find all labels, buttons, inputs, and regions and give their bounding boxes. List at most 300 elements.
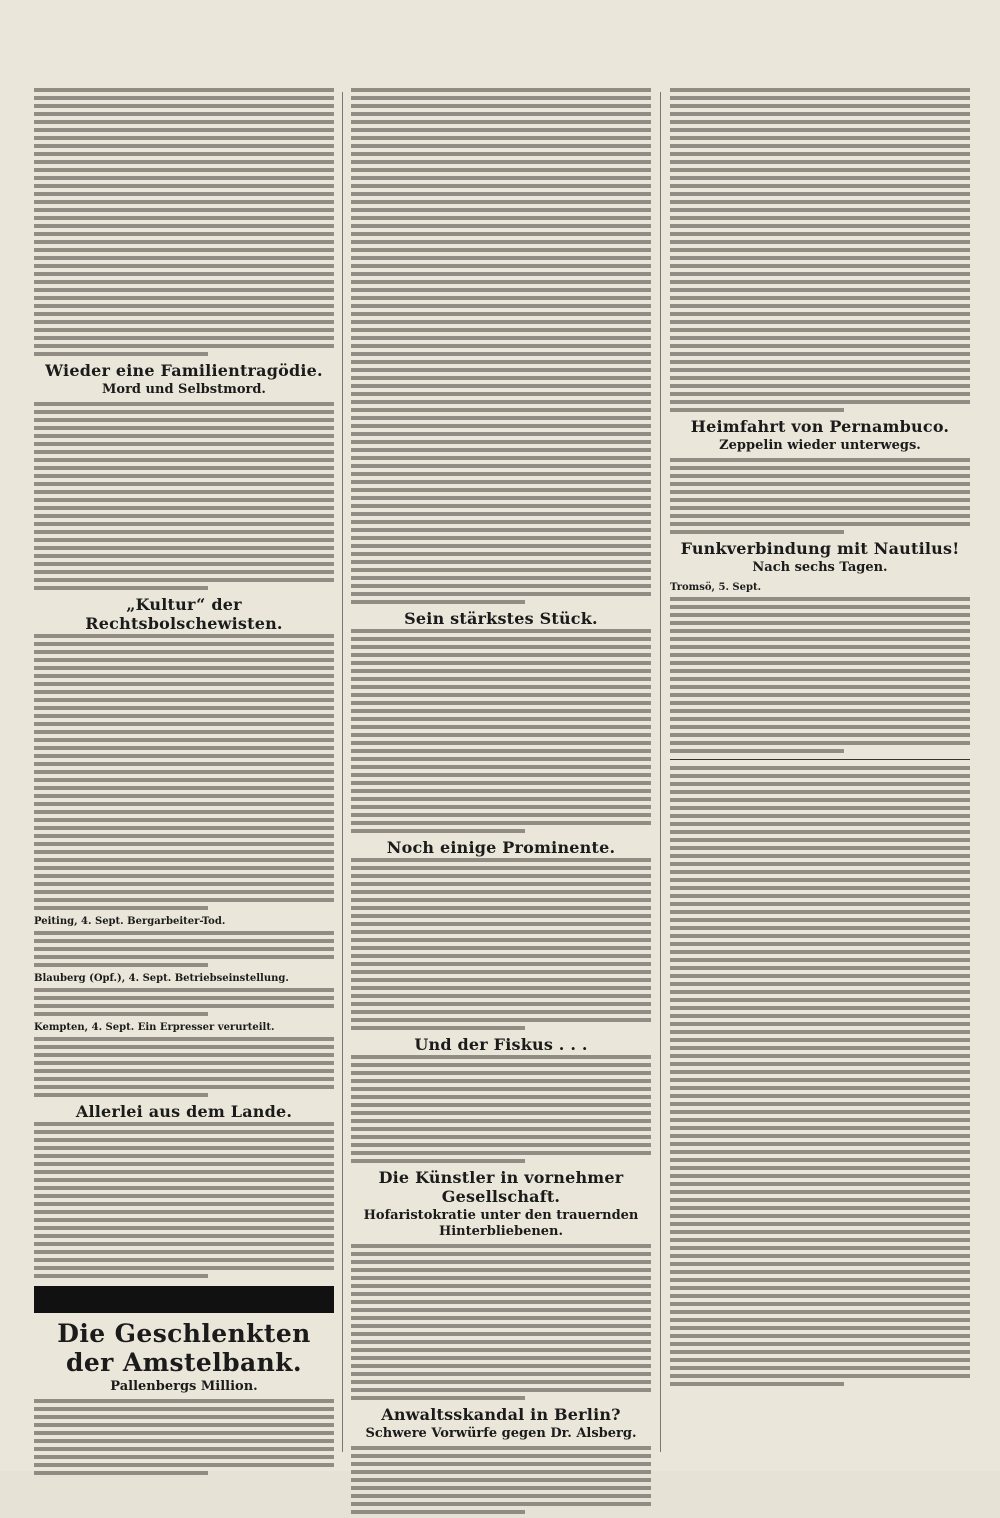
text-line [34,762,334,766]
text-line [670,328,970,332]
text-line [670,934,970,938]
text-line [34,418,334,422]
text-line [670,1366,970,1370]
text-line [670,1086,970,1090]
text-line [670,136,970,140]
text-line [34,120,334,124]
text-line [34,1154,334,1158]
text-line [351,216,651,220]
text-line [34,1210,334,1214]
text-line [670,336,970,340]
text-line [34,947,334,951]
column-middle [351,88,651,1518]
text-line [670,232,970,236]
text-line [670,1190,970,1194]
text-line [670,376,970,380]
text-line [34,1162,334,1166]
text-line [670,902,970,906]
text-line [34,88,334,92]
text-line [351,882,651,886]
text-line [34,426,334,430]
text-line [351,661,651,665]
text-line [351,304,651,308]
text-line [351,829,525,833]
text-line [34,136,334,140]
article-body [34,1122,334,1278]
text-line [34,466,334,470]
text-line [351,962,651,966]
text-line [351,653,651,657]
text-line [34,698,334,702]
text-line [670,96,970,100]
text-line [34,482,334,486]
text-line [34,152,334,156]
text-line [34,955,334,959]
text-line [34,144,334,148]
text-line [34,650,334,654]
text-line [351,376,651,380]
text-line [351,1018,651,1022]
text-line [34,1202,334,1206]
text-line [351,1478,651,1482]
dateline-kempten: Kempten, 4. Sept. Ein Erpresser verurteilt. [34,1022,275,1033]
text-line [351,1071,651,1075]
text-line [34,963,208,967]
text-line [670,1198,970,1202]
text-line [351,1143,651,1147]
text-line [351,741,651,745]
text-line [34,434,334,438]
text-line [670,766,970,770]
text-line [34,1439,334,1443]
text-line [670,1166,970,1170]
text-line [351,536,651,540]
text-line [351,456,651,460]
text-line [351,677,651,681]
text-line [670,1070,970,1074]
text-line [34,490,334,494]
text-line [670,88,970,92]
text-line [670,894,970,898]
text-line [34,730,334,734]
text-line [351,544,651,548]
text-line [34,1471,208,1475]
article-body [351,1446,651,1514]
text-line [670,798,970,802]
text-line [34,402,334,406]
text-line [351,1396,525,1400]
text-line [351,272,651,276]
text-line [351,160,651,164]
text-line [351,408,651,412]
text-line [670,304,970,308]
text-line [351,701,651,705]
text-line [34,882,334,886]
article-body [351,1055,651,1163]
text-line [34,200,334,204]
text-line [670,458,970,462]
text-line [34,1146,334,1150]
text-line [351,1284,651,1288]
text-line [670,974,970,978]
text-line [351,1316,651,1320]
text-line [34,184,334,188]
text-line [670,168,970,172]
column-rule [660,92,661,1452]
text-line [351,898,651,902]
text-line [670,677,970,681]
text-line [351,400,651,404]
text-line [34,802,334,806]
text-line [34,272,334,276]
text-line [34,682,334,686]
text-line [34,1242,334,1246]
text-line [351,1135,651,1139]
subheadline-pallenberg: Pallenbergs Million. [110,1379,258,1394]
text-line [351,1300,651,1304]
text-line [351,560,651,564]
text-line [670,120,970,124]
text-line [351,584,651,588]
text-line [34,1138,334,1142]
text-line [351,757,651,761]
text-line [351,440,651,444]
text-line [351,1308,651,1312]
text-line [670,128,970,132]
article-body [34,88,334,356]
text-line [670,998,970,1002]
text-line [670,272,970,276]
text-line [670,1134,970,1138]
text-line [670,814,970,818]
text-line [670,846,970,850]
text-line [351,288,651,292]
text-line [34,738,334,742]
text-line [34,1053,334,1057]
text-line [34,522,334,526]
text-line [34,498,334,502]
text-line [670,466,970,470]
text-line [34,450,334,454]
text-line [670,490,970,494]
text-line [351,805,651,809]
text-line [670,926,970,930]
text-line [670,384,970,388]
text-line [34,344,334,348]
text-line [670,288,970,292]
text-line [351,821,651,825]
headline-funkverbindung: Funkverbindung mit Nautilus! [680,539,960,558]
text-line [351,1063,651,1067]
text-line [34,312,334,316]
text-line [34,714,334,718]
column-right [670,88,970,1390]
text-line [34,1274,208,1278]
text-line [351,392,651,396]
text-line [351,693,651,697]
article-body [351,629,651,833]
text-line [670,498,970,502]
text-line [670,605,970,609]
divider [670,759,970,760]
subheadline-zeppelin: Zeppelin wieder unterwegs. [719,438,921,453]
text-line [670,280,970,284]
text-line [670,264,970,268]
text-line [351,576,651,580]
text-line [351,416,651,420]
text-line [670,990,970,994]
text-line [351,104,651,108]
text-line [351,352,651,356]
text-line [351,797,651,801]
text-line [351,136,651,140]
text-line [351,552,651,556]
text-line [670,1046,970,1050]
text-line [670,352,970,356]
text-line [351,930,651,934]
text-line [351,256,651,260]
text-line [34,104,334,108]
text-line [670,878,970,882]
text-line [34,1178,334,1182]
text-line [34,514,334,518]
text-line [34,96,334,100]
text-line [670,653,970,657]
text-line [351,1119,651,1123]
text-line [670,774,970,778]
text-line [351,914,651,918]
text-line [34,706,334,710]
text-line [670,1062,970,1066]
text-line [34,232,334,236]
text-line [34,1093,208,1097]
text-line [351,520,651,524]
text-line [34,1399,334,1403]
text-line [351,1127,651,1131]
text-line [34,1186,334,1190]
text-line [670,200,970,204]
text-line [351,1055,651,1059]
text-line [670,910,970,914]
text-line [351,1087,651,1091]
text-line [670,144,970,148]
text-line [351,1364,651,1368]
text-line [34,160,334,164]
text-line [670,597,970,601]
text-line [670,1334,970,1338]
text-line [34,1004,334,1008]
text-line [670,176,970,180]
article-body [34,931,334,967]
text-line [34,1194,334,1198]
text-line [351,144,651,148]
headline-kuenstler: Die Künstler in vornehmer Gesellschaft. [378,1168,624,1206]
text-line [670,870,970,874]
article-body [670,88,970,412]
text-line [670,216,970,220]
text-line [351,296,651,300]
text-line [34,586,208,590]
text-line [34,1122,334,1126]
text-line [34,208,334,212]
text-line [34,328,334,332]
text-line [351,1268,651,1272]
text-line [670,1350,970,1354]
text-line [34,1258,334,1262]
text-line [670,862,970,866]
text-line [351,264,651,268]
text-line [670,152,970,156]
headline-rechtsbolschewisten: „Kultur“ der Rechtsbolschewisten. [85,595,283,633]
text-line [351,938,651,942]
text-line [670,224,970,228]
text-line [34,988,334,992]
text-line [351,1010,651,1014]
text-line [351,1026,525,1030]
text-line [670,886,970,890]
text-line [670,1302,970,1306]
text-line [34,906,208,910]
text-line [351,1486,651,1490]
text-line [34,474,334,478]
text-line [351,360,651,364]
text-line [351,592,651,596]
text-line [34,939,334,943]
text-line [670,400,970,404]
text-line [34,296,334,300]
text-line [34,530,334,534]
text-line [670,208,970,212]
headline-staerkstes-stueck: Sein stärkstes Stück. [404,609,598,628]
text-line [351,504,651,508]
text-line [34,996,334,1000]
text-line [351,733,651,737]
text-line [670,240,970,244]
text-line [351,1502,651,1506]
text-line [351,717,651,721]
dateline-blauberg: Blauberg (Opf.), 4. Sept. Betriebseinstellung. [34,973,289,984]
text-line [670,1078,970,1082]
text-line [670,506,970,510]
text-line [670,296,970,300]
text-line [351,1252,651,1256]
text-line [34,546,334,550]
text-line [34,256,334,260]
text-line [670,701,970,705]
text-line [670,408,844,412]
text-line [670,749,844,753]
article-body [34,634,334,910]
text-line [351,813,651,817]
text-line [670,1382,844,1386]
text-line [670,1246,970,1250]
text-line [351,232,651,236]
text-line [351,496,651,500]
text-line [351,1356,651,1360]
text-line [34,866,334,870]
text-line [34,658,334,662]
dateline-tromsoe: Tromsö, 5. Sept. [670,582,762,593]
text-line [670,1118,970,1122]
text-line [351,1380,651,1384]
text-line [670,790,970,794]
text-line [34,352,208,356]
text-line [670,522,970,526]
text-line [34,1061,334,1065]
text-line [670,192,970,196]
text-line [34,280,334,284]
text-line [34,722,334,726]
text-line [351,176,651,180]
text-line [34,288,334,292]
text-line [351,685,651,689]
text-line [34,794,334,798]
text-line [670,1270,970,1274]
text-line [351,424,651,428]
text-line [670,1318,970,1322]
text-line [34,874,334,878]
text-line [34,1077,334,1081]
text-line [670,661,970,665]
article-body [34,1399,334,1475]
text-line [34,1455,334,1459]
text-line [351,1332,651,1336]
text-line [351,1510,525,1514]
text-line [351,978,651,982]
text-line [351,669,651,673]
column-left [34,88,334,1479]
text-line [670,368,970,372]
text-line [670,982,970,986]
text-line [34,898,334,902]
text-line [351,725,651,729]
text-line [34,1130,334,1134]
text-line [670,1110,970,1114]
text-line [351,1111,651,1115]
text-line [351,986,651,990]
text-line [34,778,334,782]
text-line [670,1374,970,1378]
text-line [670,256,970,260]
text-line [351,890,651,894]
text-line [34,890,334,894]
text-line [351,384,651,388]
text-line [351,128,651,132]
text-line [670,1022,970,1026]
text-line [670,1238,970,1242]
text-line [670,474,970,478]
text-line [351,765,651,769]
text-line [34,666,334,670]
text-line [34,1250,334,1254]
text-line [670,1142,970,1146]
text-line [670,1326,970,1330]
text-line [34,754,334,758]
text-line [351,192,651,196]
text-line [351,96,651,100]
text-line [351,168,651,172]
text-line [351,1095,651,1099]
text-line [34,216,334,220]
text-line [34,1423,334,1427]
text-line [34,842,334,846]
text-line [34,176,334,180]
subheadline-sechs-tagen: Nach sechs Tagen. [752,560,888,575]
text-line [670,482,970,486]
text-line [34,264,334,268]
text-line [351,874,651,878]
text-line [34,112,334,116]
